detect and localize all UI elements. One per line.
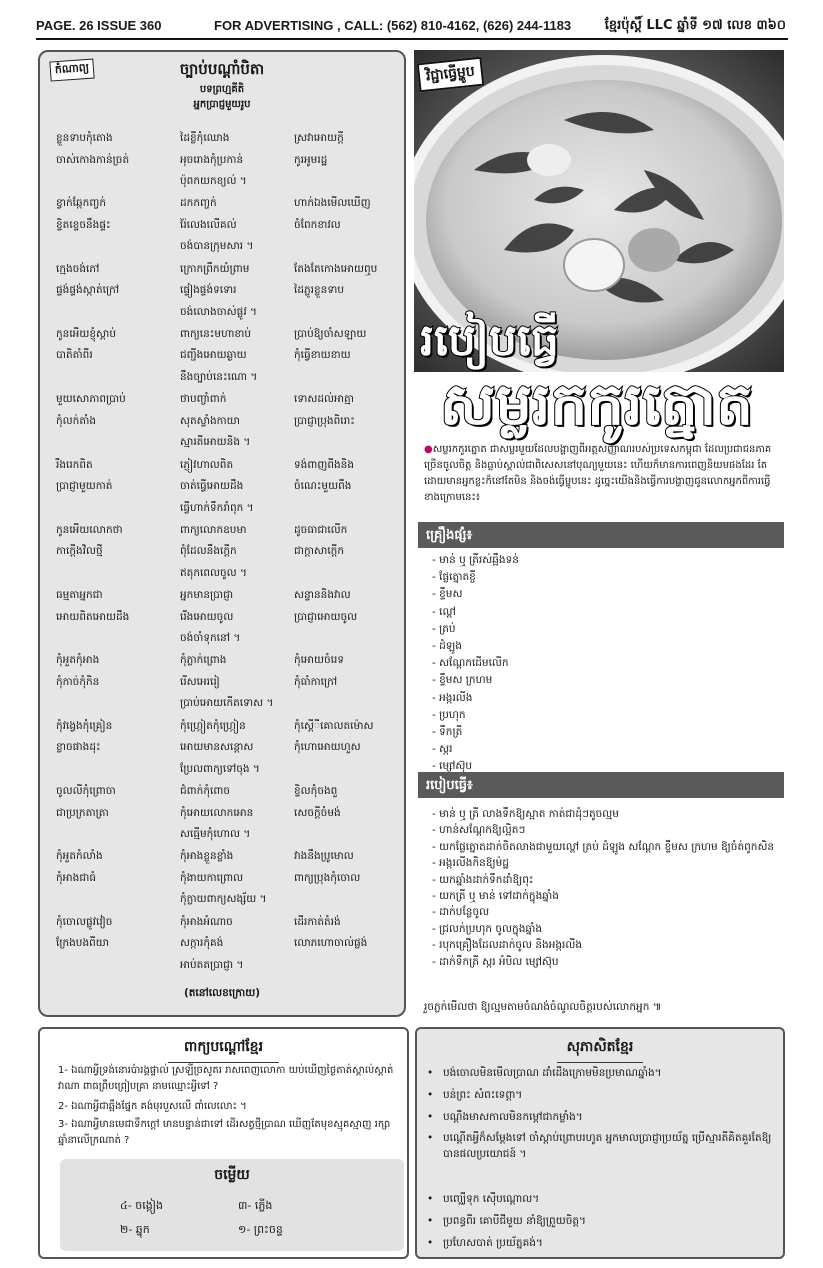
- recipe-intro-text: សម្លរកកូរត្នោត ជាសម្លរមួយដែលបង្ហាញពីអត្តសញ្ញាណរបស់ប្រទេសកម្ពុជា ដែលប្រជាជនភាគច្រើនចូលចិត្ត និងធ្លាប់ស្គាល់ជាពិសេសនៅបុណ្យមួយនេះ ហើយក៏មានការពេញនិយមផងដែរ តែដោយមានអ្នកខ្លះក៏នៅតែមិន និងចង់ធ្វើម្ហូបនេះ ដូច្នេះយើងនិងធ្វើការបង្ហាញជូនលោកអ្នកពីការធ្វើខាងក្រោមនេះ៖: [424, 444, 772, 503]
- poem-line: ប្រាប់អោយកើតទោស ។: [180, 697, 274, 710]
- poem-line: [294, 563, 406, 585]
- poem-title: ច្បាប់បណ្តាំបិតា: [179, 60, 265, 78]
- poem-tag: កំណាព្យ: [49, 58, 94, 81]
- poem-line: ផ្ទង់ផ្ទង់ស្កាត់ក្រៅ: [56, 284, 120, 297]
- poem-line: អោយពិតអោយដឹង: [56, 610, 130, 623]
- poem-line: [294, 302, 406, 324]
- poem-column: [294, 193, 406, 258]
- poem-line: រ៉ៃលេងលើគល់: [180, 218, 237, 231]
- poem-line: ផ្ទៀងផ្ទង់ទទោរ: [180, 284, 237, 297]
- poem-line: ខ្លាចផាងដុះ: [56, 741, 101, 754]
- poem-column: [294, 128, 406, 193]
- poem-line: កុំកាច់កុំកិន: [56, 675, 100, 688]
- proverb-item: • បង់ចោលមិនមើលប្រាណ ដាំដើងក្រោមមិនប្រមាណឆ្នាំង។: [443, 1065, 773, 1081]
- method-step: - ហាន់សណ្តែកឱ្យល្អិតៗ: [432, 824, 526, 837]
- poem-line: បាតិតាំពីរ: [56, 349, 93, 362]
- poem-line: ខ្ទិតខ្ទេចនឹងផ្ទះ: [56, 218, 111, 231]
- poem-line: ស្មារតីអោយនិង ។: [180, 436, 251, 449]
- method-list: [432, 806, 784, 970]
- riddles-panel: [38, 1027, 409, 1259]
- poem-line: កុំភ្លាក់ព្រោង: [180, 654, 227, 667]
- poem-line: កុំហោអោយហួស: [294, 741, 361, 754]
- poem-line: ពាក្យនេះមហាខាប់: [180, 327, 252, 340]
- ingredients-header: គ្រឿងផ្សំ៖: [418, 522, 784, 548]
- poem-line: [56, 889, 168, 911]
- poem-line: កុំអួតកំលាំង: [56, 850, 103, 863]
- poem-column: [180, 455, 292, 520]
- proverb-item: • បន់ព្រះ សំពះទេព្តា។: [443, 1087, 773, 1103]
- poem-line: កុំអួតកុំអាង: [56, 654, 100, 667]
- ingredient-item: - ដំឡូង: [432, 639, 462, 652]
- answer-item: ៤- ចង្កៀង: [120, 1199, 163, 1212]
- poem-line: ចង់បានក្រុមសារ ។: [180, 240, 254, 253]
- poem-column: [294, 912, 406, 977]
- poem-line: ស្រវាអោយក្តី: [294, 132, 344, 144]
- ingredient-item: - ម្សៅស៊ុប: [432, 760, 473, 773]
- poem-line: កុំក្លាយពាក្យសង្ស័យ ។: [180, 893, 267, 906]
- poem-line: កុំធាំកាក្រៅ: [294, 675, 338, 688]
- poem-column: [180, 520, 292, 585]
- answers-box: [60, 1159, 404, 1251]
- poem-line: [294, 236, 406, 258]
- poem-line: រើងអោយចូល: [180, 610, 234, 623]
- ingredient-item: - ស្ករ: [432, 743, 453, 756]
- recipe-headline-line2: សម្លរកកូរត្នោត: [440, 370, 753, 438]
- method-step: - ដាក់បន្លែចូល: [432, 906, 490, 919]
- riddle-item: 2- ឯណាអ្វីជាឆ្អឹងផ្នែក គង់មុរបួសលើ ពាំលេលោះ ។: [58, 1101, 247, 1112]
- masthead: ខ្មែរប៉ុស្តិ៍ LLC ឆ្នាំទី ១៧ លេខ ៣៦០: [604, 18, 786, 33]
- poem-line: ធម្មតាអ្នកជា: [56, 589, 103, 602]
- answer-item: ១- ព្រះចន្ទ: [238, 1223, 283, 1236]
- poem-line: កុំអោយលោកអោន: [180, 806, 254, 819]
- ingredient-item: - អង្ករលីង: [432, 691, 473, 704]
- poem-column: [180, 324, 292, 389]
- poem-line: [56, 693, 168, 715]
- poem-line: រឹងរេកពិត: [56, 458, 93, 471]
- poem-line: កូនអើយលោកថា: [56, 523, 123, 536]
- page-header: [36, 16, 788, 40]
- poem-line: [56, 563, 168, 585]
- poem-column: [294, 520, 406, 585]
- poem-line: សុតស្ទាំងកាយា: [180, 414, 240, 427]
- poem-line: [294, 628, 406, 650]
- poem-line: លោភហោចាល់ផ្លង់: [294, 937, 368, 950]
- poem-line: [56, 367, 168, 389]
- poem-column: [294, 389, 406, 454]
- poem-column: [294, 781, 406, 846]
- poem-column: [294, 650, 406, 715]
- poem-author: អ្នកប្រាជ្ញមួយរូប: [193, 99, 251, 110]
- poem-line: ទោសដល់អាត្មា: [294, 393, 354, 406]
- recipe-closing: រួចភ្លក់មើលថា ឱ្យល្មមតាមចំណង់ចំណូលចិត្តរបស់លោកអ្នក ៕: [424, 1001, 662, 1013]
- poem-line: កុំលក់តាំង: [56, 414, 96, 427]
- poem-column: [56, 128, 168, 193]
- poem-continue-note: (តនៅលេខក្រោយ): [183, 987, 261, 999]
- poem-column: [56, 716, 168, 781]
- poem-line: ចំណេះមួយពឹង: [294, 480, 352, 492]
- poem-column: [294, 585, 406, 650]
- poem-line: អ្នកមានប្រាជ្ញា: [180, 589, 234, 602]
- page-issue-label: PAGE. 26 ISSUE 360: [36, 18, 162, 33]
- poem-line: ប្រាជ្ញាមួយកាត់: [56, 480, 113, 492]
- poem-line: [294, 889, 406, 911]
- poem-column: [180, 389, 292, 454]
- poem-column: [294, 455, 406, 520]
- poem-line: កុំអោយចំរេទ: [294, 654, 344, 667]
- method-step: - យកឆ្នាំងដាក់ទឹកដាំឱ្យពុះ: [432, 873, 534, 886]
- poem-line: [56, 759, 168, 781]
- method-step: - របុកគ្រឿងដែលដាក់ចូល និងអង្ករលីង: [432, 939, 583, 952]
- poem-column: [56, 520, 168, 585]
- poem-line: [56, 302, 168, 324]
- poem-line: កុំអាងអំណាច: [180, 915, 233, 928]
- poem-column: [180, 650, 292, 715]
- method-step: - អង្ករលីងកិនឱ្យម៉ដ្ឋ: [432, 857, 509, 870]
- proverbs-title: សុភាសិតខ្មែរ: [417, 1037, 783, 1058]
- poem-line: រើសអេររៀ: [180, 675, 220, 688]
- poem-line: កុំចោលផ្លូវវៀច: [56, 915, 113, 928]
- poem-column: [56, 912, 168, 977]
- method-step: - យកផ្លែត្នោតដាក់ចិតលាងជាមួយល្ពៅ ត្រប់ ដំឡូង សណ្តែក ខ្ទឹមស ក្រហម ឱ្យចំត់ពូកសិន: [432, 840, 775, 853]
- ingredient-item: - ខ្ទឹមស ក្រហម: [432, 674, 493, 687]
- ingredient-item: - ល្ពៅ: [432, 605, 456, 618]
- poem-column: [56, 259, 168, 324]
- ingredient-item: - ខ្ទឹមស: [432, 588, 463, 601]
- poem-column: [56, 781, 168, 846]
- poem-line: [294, 432, 406, 454]
- poem-line: ធ្វើហាក់ទឹករាំពុក ។: [180, 501, 254, 514]
- ingredient-item: - ត្រប់: [432, 622, 456, 635]
- answer-item: ៣- ភ្លើង: [238, 1199, 273, 1212]
- poem-column: [180, 193, 292, 258]
- poem-line: សក្ការកុំគង់: [180, 937, 224, 950]
- poem-line: ដើរកាត់តំរង់: [294, 915, 341, 928]
- poem-line: [56, 498, 168, 520]
- poem-line: ចូលលីកុំព្រោចា: [56, 785, 116, 797]
- advertising-contact: FOR ADVERTISING , CALL: (562) 810-4162, (626) 244-1183: [214, 18, 572, 33]
- poem-line: ប៉ុពកយកខ្យល់ ។: [180, 175, 247, 187]
- poem-line: កុំសើ្តីគោលតម៉ោស: [294, 719, 374, 732]
- poem-line: ទង់ពាញពីងនិង: [294, 458, 354, 471]
- poem-line: [294, 498, 406, 520]
- answer-item: ២- ឆ្នុក: [120, 1223, 150, 1236]
- poem-line: ប្រែលពាក្យទៅចុង ។: [180, 762, 260, 775]
- poem-line: ចង់ចាំទុកនៅ ។: [180, 632, 241, 645]
- poem-line: ប្រាជ្ញាអោយចូល: [294, 610, 358, 623]
- poem-line: ពាក្យលោកឧបមា: [180, 523, 247, 536]
- poem-column: [180, 585, 292, 650]
- poem-line: អោយមានសន្តោស: [180, 741, 254, 754]
- poem-line: ភ្ញៀវហាលពិត: [180, 458, 234, 471]
- poem-line: [56, 236, 168, 258]
- proverb-item: • ប្រពន្ធពីរ គោបីជីមួយ នាំឱ្យព្រួយចិត្ត។: [443, 1213, 773, 1229]
- poem-column: [180, 846, 292, 911]
- poem-line: [56, 171, 168, 193]
- poem-line: កាក្តើងវិលថ្មី: [56, 545, 103, 558]
- ingredient-item: - ប្រហុក: [432, 708, 466, 721]
- poem-column: [180, 128, 292, 193]
- poem-line: ដូចធាជាលើក: [294, 523, 348, 536]
- poem-column: [294, 716, 406, 781]
- poem-line: ដៃខ្លីកុំឈោង: [180, 132, 230, 144]
- method-step: - យកត្រី ឬ មាន់ ទៅដាក់ក្នុងឆ្នាំង: [432, 889, 559, 902]
- recipe-headline-line1: របៀបធ្វើ: [420, 315, 559, 366]
- poem-line: ខ្ទិលកុំចងពួ: [294, 785, 338, 797]
- poem-column: [56, 846, 168, 911]
- poem-line: ជាក្តាសាក្ដើក: [294, 545, 344, 558]
- poem-line: [56, 824, 168, 846]
- method-header: របៀបធ្វើ៖: [418, 772, 784, 798]
- photo-section-tag: វិជ្ជាធ្វើម្ហូប: [417, 57, 485, 93]
- poem-line: [294, 693, 406, 715]
- ingredient-item: - សណ្តែកដើមលើក: [432, 657, 509, 670]
- poem-line: [294, 171, 406, 193]
- poem-line: ក្មេងចង់ភៅ: [56, 262, 100, 275]
- riddle-item: 3- ឯណាអ្វីមានមេជាទឹកក្តៅ មានបន្ទាន់ជាទៅ ដើរសត្វថ្មីប្រាណ ឃើញតែមុខស្មុគស្មាញ រក្សាឆ្នាំនាលើក្រណាត់ ?: [58, 1119, 391, 1146]
- poem-line: វាងនឹងប្រូមោល: [294, 850, 354, 863]
- poem-column: [180, 781, 292, 846]
- poem-column: [180, 912, 292, 977]
- poem-column: [56, 324, 168, 389]
- poem-line: កូនអើយខ្ញុំស្ដាប់: [56, 327, 116, 340]
- poem-column: [294, 846, 406, 911]
- poem-line: [294, 759, 406, 781]
- poem-line: ថាបញ្ចាំពាក់: [180, 393, 227, 406]
- poem-line: [56, 628, 168, 650]
- poem-line: តែងតែកោងអោយឮប: [294, 262, 378, 275]
- poem-line: កុំធ្វើខាយខាយ: [294, 349, 351, 362]
- poem-line: ពុំដែលនឹងក្ដើក: [180, 545, 237, 558]
- poem-line: នឹងច្បាប់នេះណោ ។: [180, 370, 258, 383]
- ingredients-list: [432, 552, 784, 775]
- poem-panel: [38, 50, 406, 1017]
- poem-line: កុំអាងខ្លួនខ្លាំង: [180, 850, 234, 863]
- poem-column: [180, 259, 292, 324]
- poem-line: សធ្មើមកុំហោល ។: [180, 828, 251, 840]
- poem-line: ឥតុកពេលចូល ។: [180, 566, 247, 579]
- ingredient-item: - មាន់ ឬ ត្រីរស់ឆ្អឹងទន់: [432, 554, 519, 566]
- poem-line: ជាប្រក្រតាត្រា: [56, 806, 109, 819]
- poem-line: ចង់លោងចាស់ផ្លូវ ។: [180, 305, 257, 318]
- poem-column: [56, 193, 168, 258]
- poem-column: [294, 324, 406, 389]
- method-step: - ជ្រលក់ប្រហុក ចូលក្នុងឆ្នាំង: [432, 922, 543, 935]
- poem-line: អុចរោងកុំប្រកាន់: [180, 153, 244, 166]
- answers-title: ចម្លើយ: [214, 1167, 250, 1183]
- poem-line: ដៃភ្លូរខ្លួនទាប: [294, 284, 344, 297]
- riddle-item: 1- ឯណាអ្វីទ្រង់នោរប៉ារង្គផ្ទាល់ ស្រឡីច្រសូតរ រាសពេញលោកា យប់ឃើញថ្ងៃតាត់ស្គាល់ស្ដាត់ វាណា ពាធព្រឹបព្រៀបគ្រា នាមឈ្មោះអ្វីទៅ ?: [58, 1065, 394, 1092]
- poem-line: ក្រែងបងពីយា: [56, 937, 110, 950]
- poem-line: ចាស់កោងកាន់ច្រត់: [56, 153, 130, 166]
- recipe-intro: [424, 442, 784, 506]
- ingredient-item: - ទឹកត្រី: [432, 725, 463, 738]
- poem-line: ពាក្យប្រុងកុំចោល: [294, 871, 361, 884]
- method-step: - មាន់ ឬ ត្រី លាងទឹកឱ្យស្អាត កាត់ជាដុំៗតូចល្មម: [432, 808, 619, 820]
- poem-line: មួយសោភាពប្រាប់: [56, 393, 126, 406]
- poem-line: [294, 955, 406, 977]
- riddles-title: ពាក្យបណ្ដៅខ្មែរ: [40, 1037, 407, 1058]
- poem-line: កុំវង្វេងកុំគ្រៀន: [56, 719, 113, 732]
- poem-line: កុំហ្ក្រៀតកុំហ្ក្រៀន: [180, 719, 246, 732]
- poem-line: ចាត់ធ្វើអោយដឹង: [180, 480, 244, 492]
- poem-line: ប្រាជ្ញាប្រុងពិរោះ: [294, 414, 355, 427]
- poem-line: សន្ទាននិងវាល: [294, 589, 351, 602]
- proverb-item: • បញ្ឈើទុក ស៊ើបណ្ដោល។: [443, 1191, 773, 1207]
- poem-line: កុំងាយកាព្រោល: [180, 871, 244, 884]
- intro-bullet-icon: ●: [424, 444, 433, 455]
- poem-column: [180, 716, 292, 781]
- poem-column: [56, 455, 168, 520]
- poem-line: ជញ្ជីងអោយឆ្ងាយ: [180, 349, 247, 362]
- poem-column: [56, 650, 168, 715]
- poem-line: ដកកញ្ចក់: [180, 197, 217, 210]
- method-step: - ដាក់ទឹកត្រី ស្ករ អំបិល ម្សៅស៊ុប: [432, 955, 559, 968]
- poem-line: [294, 824, 406, 846]
- poem-column: [56, 389, 168, 454]
- proverb-item: • បណ្ដឹងមាសកាលមិនកម្ដៅជាកម្លាំង។: [443, 1109, 773, 1125]
- poem-line: [294, 367, 406, 389]
- proverb-item: • ប្រហែសបាត់ ប្រយ័ត្នគង់។: [443, 1235, 773, 1251]
- poem-line: កុំអាងជាធំ: [56, 871, 96, 884]
- poem-subtitle: បទព្រហ្មគីតិ: [199, 84, 245, 95]
- poem-line: ប្រាប់ឱ្យចាំសឡាយ: [294, 327, 367, 340]
- poem-column: [56, 585, 168, 650]
- poem-line: កូរអូមរដ្ឋ: [294, 153, 328, 166]
- poem-line: ហាក់ឯងមើលឃើញ: [294, 197, 371, 210]
- poem-column: [294, 259, 406, 324]
- poem-line: ខ្លួនទាបកុំតោង: [56, 132, 113, 144]
- proverb-item: • បណ្ដើតអ្វីក៏សម្តែងទៅ ចាំស្តាប់ព្រោបរហូត អ្នកមាលប្រាជ្ញាប្រយ័ត្ន ប្រើស្មារតីគិតគួរតែឱ្យបានផលប្រយោជន៍ ។: [443, 1130, 773, 1162]
- poem-line: ខ្វាក់ឆ្កែកញ្ចក់: [56, 197, 106, 210]
- poem-line: ចំពែកខាវល: [294, 218, 341, 231]
- ingredient-item: - ផ្លែត្នោតខ្ចី: [432, 571, 476, 584]
- poem-line: ជំពាក់កុំពោច: [180, 785, 230, 797]
- poem-line: សេចក្តីចំមង់: [294, 806, 341, 819]
- poem-line: អាប់តតប្រាជ្ញា ។: [180, 958, 244, 971]
- proverbs-panel: [415, 1027, 785, 1259]
- poem-line: [56, 432, 168, 454]
- poem-line: [56, 955, 168, 977]
- poem-line: ក្រោកព្រឹកយំព្រាម: [180, 262, 250, 275]
